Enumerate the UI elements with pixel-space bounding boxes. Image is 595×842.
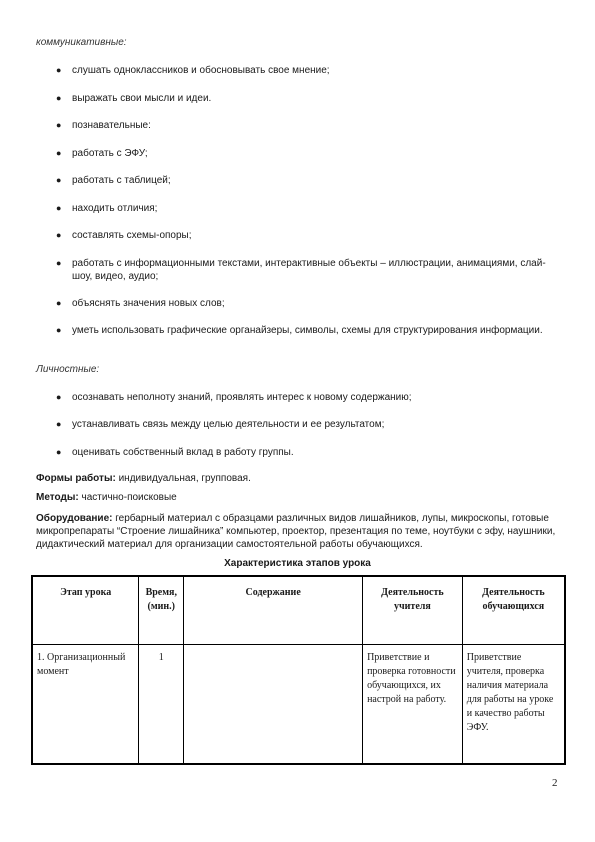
bullet-icon: ● (56, 392, 62, 402)
work-forms: Формы работы: индивидуальная, групповая. (36, 473, 251, 484)
table-header-row (32, 576, 565, 645)
bullet-icon: ● (56, 65, 62, 75)
bullet-icon: ● (56, 325, 62, 335)
equipment: Оборудование: гербарный материал с образцами различных видов лишайников, лупы, микроскопы, готовые микропрепараты “Строение лишайника” компьютер, проектор, презентация по теме, ноутбуки с эфу, наушники, дидактический материал для организации самостоятельной работы обучающихся. (36, 513, 556, 550)
cell-content (184, 645, 363, 765)
header-students: Деятельность обучающихся (462, 576, 565, 645)
communicative-heading: коммуникативные: (36, 37, 127, 48)
document-page: коммуникативные: ● слушать одноклассников и обосновывать свое мнение; ● выражать свои мысли и идеи. ● познавательные: ● работать с ЭФУ; ● работать с таблицей; ● находить отличия; ● составлять схемы-опоры; ● работать с информационными текстами, интерактивные объекты – иллюстрации, анимациями, слай-шоу, видео, аудио; ● объяснять значения новых слов; ● уметь использовать графические органайзеры, символы, схемы для структурирования информации. Личностные: ● осознавать неполноту знаний, проявлять интерес к новому содержанию; ● устанавливать связь между целью деятельности и ее результатом; ● оценивать собственный вклад в работу группы. Формы работы: индивидуальная, групповая. Методы: частично-поисковые Оборудование: гербарный материал с образцами различных видов лишайников, лупы, микроскопы, готовые микропрепараты “Строение лишайника” компьютер, проектор, презентация по теме, ноутбуки с эфу, наушники, дидактический материал для организации самостоятельной работы обучающихся. Характеристика этапов урока Этап урока Время, (мин.) Содержание Деятельность учителя Деятельность обучающихся 1. Организационный момент 1 Приветствие и проверка готовности обучающихся, их настрой на работу. Приветствие учителя, проверка наличия материала для работы на уроке и качество работы ЭФУ. 2 (0, 0, 595, 842)
header-teacher: Деятельность учителя (363, 576, 463, 645)
header-stage: Этап урока (32, 576, 139, 645)
bullet-icon: ● (56, 230, 62, 240)
bullet-icon: ● (56, 203, 62, 213)
header-content: Содержание (184, 576, 363, 645)
table-row (32, 645, 565, 765)
bullet-icon: ● (56, 419, 62, 429)
bullet-icon: ● (56, 148, 62, 158)
personal-heading: Личностные: (36, 364, 100, 375)
bullet-icon: ● (56, 258, 62, 268)
methods: Методы: частично-поисковые (36, 492, 177, 503)
bullet-icon: ● (56, 175, 62, 185)
cell-students: Приветствие учителя, проверка наличия материала для работы на уроке и качество работы ЭФУ. (462, 645, 565, 765)
cell-teacher: Приветствие и проверка готовности обучающихся, их настрой на работу. (363, 645, 463, 765)
cell-stage: 1. Организационный момент (32, 645, 139, 765)
page-number: 2 (552, 777, 558, 789)
bullet-icon: ● (56, 120, 62, 130)
bullet-icon: ● (56, 298, 62, 308)
table-title: Характеристика этапов урока (224, 558, 371, 569)
bullet-icon: ● (56, 447, 62, 457)
lesson-stages-table (31, 575, 566, 765)
header-time: Время, (мин.) (139, 576, 184, 645)
bullet-icon: ● (56, 93, 62, 103)
cell-time: 1 (139, 645, 184, 765)
